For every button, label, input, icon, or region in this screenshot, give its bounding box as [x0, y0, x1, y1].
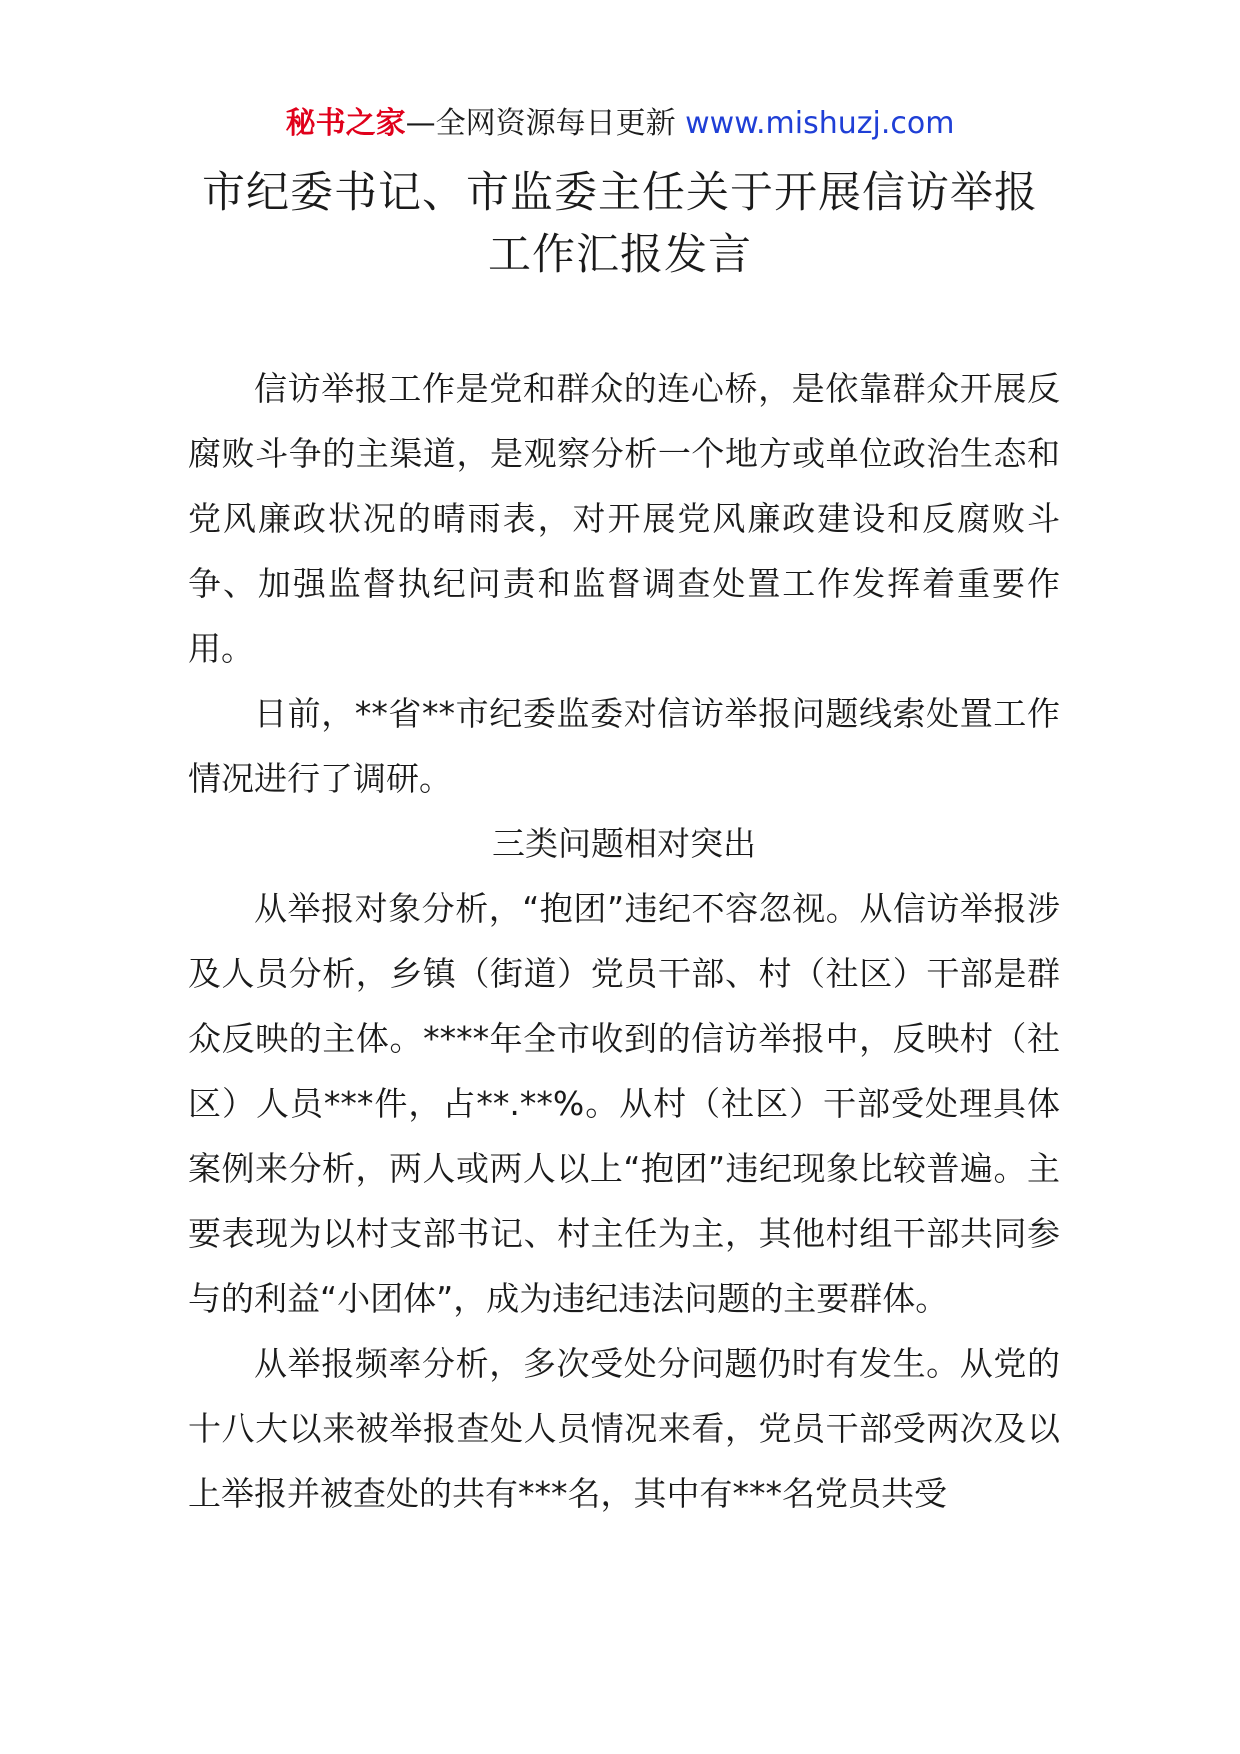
paragraph-report-frequency: 从举报频率分析，多次受处分问题仍时有发生。从党的十八大以来被举报查处人员情况来看，党员干部受两次及以上举报并被查处的共有***名，其中有***名党员共受 [188, 1344, 1060, 1513]
paragraph-intro: 信访举报工作是党和群众的连心桥，是依靠群众开展反腐败斗争的主渠道，是观察分析一个地方或单位政治生态和党风廉政状况的晴雨表，对开展党风廉政建设和反腐败斗争、加强监督执纪问责和监督调查处置工作发挥着重要作用。 [188, 369, 1060, 668]
document-title: 市纪委书记、市监委主任关于开展信访举报工作汇报发言 [202, 168, 1038, 280]
site-url: www.mishuzj.com [685, 106, 955, 141]
site-slogan: —全网资源每日更新 [405, 106, 686, 141]
paragraph-report-target: 从举报对象分析，“抱团”违纪不容忽视。从信访举报涉及人员分析，乡镇（街道）党员干部、村（社区）干部是群众反映的主体。****年全市收到的信访举报中，反映村（社区）人员***件，占**.**%。从村（社区）干部受处理具体案例来分析，两人或两人以上“抱团”违纪现象比较普遍。主要表现为以村支部书记、村主任为主，其他村组干部共同参与的利益“小团体”，成为违纪违法问题的主要群体。 [188, 889, 1060, 1318]
document-body [188, 356, 1060, 1526]
paragraph-research: 日前，**省**市纪委监委对信访举报问题线索处置工作情况进行了调研。 [188, 694, 1060, 798]
section-heading: 三类问题相对突出 [492, 824, 756, 863]
brand-name: 秘书之家 [285, 106, 406, 141]
site-header [0, 100, 1240, 148]
